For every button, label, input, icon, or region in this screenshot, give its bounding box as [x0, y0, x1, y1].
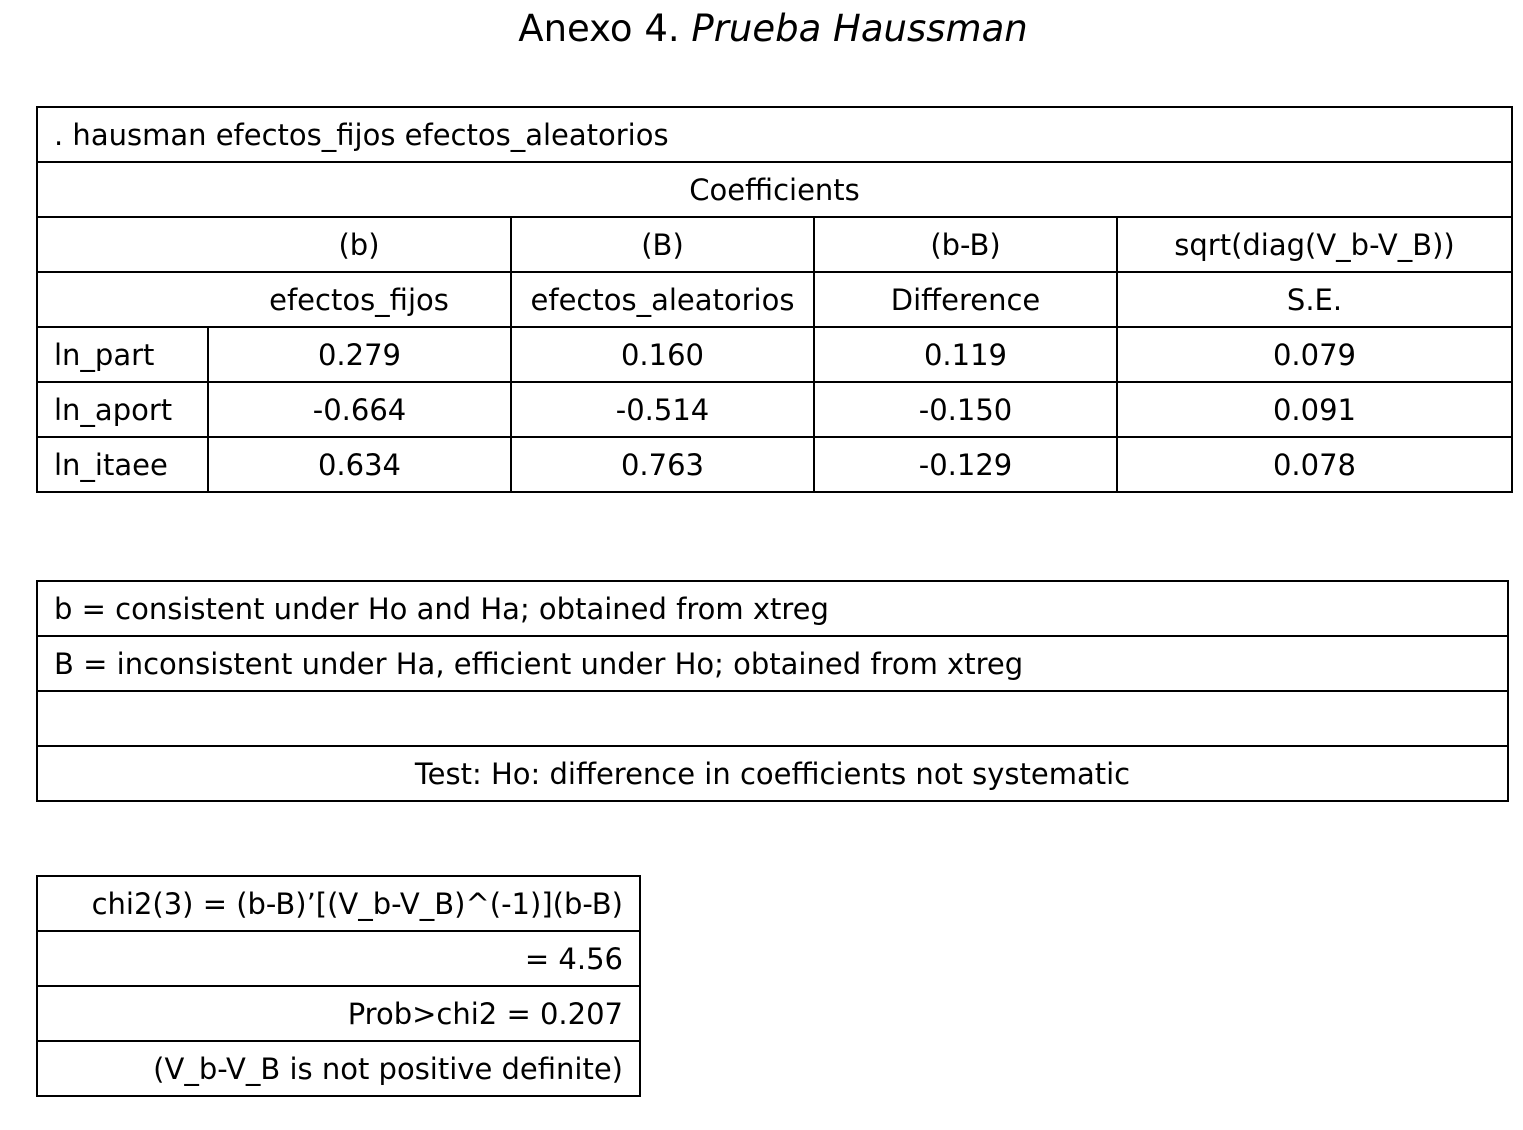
- empty-corner-cell: [37, 217, 208, 272]
- cell-diff: -0.150: [814, 382, 1117, 437]
- table-row: [37, 382, 1512, 437]
- note-b-definition: b = consistent under Ho and Ha; obtained from xtreg: [37, 581, 1508, 636]
- stat-row: [37, 986, 640, 1041]
- note-row: [37, 636, 1508, 691]
- table-row: [37, 327, 1512, 382]
- note-row: [37, 691, 1508, 746]
- col-name-b: efectos_fijos: [208, 272, 511, 327]
- col-symbol-B: (B): [511, 217, 814, 272]
- row-variable: ln_itaee: [37, 437, 208, 492]
- cell-se: 0.078: [1117, 437, 1512, 492]
- hausman-coefficients-table: [36, 106, 1513, 493]
- col-symbol-se: sqrt(diag(V_b-V_B)): [1117, 217, 1512, 272]
- command-row: [37, 107, 1512, 162]
- col-name-se: S.E.: [1117, 272, 1512, 327]
- cell-B: 0.160: [511, 327, 814, 382]
- cell-b: -0.664: [208, 382, 511, 437]
- cell-B: -0.514: [511, 382, 814, 437]
- cell-se: 0.079: [1117, 327, 1512, 382]
- cell-diff: -0.129: [814, 437, 1117, 492]
- chi2-formula: chi2(3) = (b-B)’[(V_b-V_B)^(-1)](b-B): [37, 876, 640, 931]
- cell-se: 0.091: [1117, 382, 1512, 437]
- cell-diff: 0.119: [814, 327, 1117, 382]
- col-name-diff: Difference: [814, 272, 1117, 327]
- stat-row: [37, 931, 640, 986]
- note-row: [37, 746, 1508, 801]
- cell-b: 0.634: [208, 437, 511, 492]
- note-blank: [37, 691, 1508, 746]
- test-statistics-table: [36, 875, 641, 1097]
- notes-table: [36, 580, 1509, 802]
- col-symbol-b: (b): [208, 217, 511, 272]
- definiteness-note: (V_b-V_B is not positive definite): [37, 1041, 640, 1096]
- page-title: [0, 6, 1523, 52]
- command-cell: . hausman efectos_fijos efectos_aleatorios: [37, 107, 1512, 162]
- stat-row: [37, 876, 640, 931]
- title-italic: Prueba Haussman: [691, 7, 1028, 50]
- p-value: Prob>chi2 = 0.207: [37, 986, 640, 1041]
- note-B-definition: B = inconsistent under Ha, efficient under Ho; obtained from xtreg: [37, 636, 1508, 691]
- table-row: [37, 437, 1512, 492]
- cell-B: 0.763: [511, 437, 814, 492]
- col-symbol-diff: (b-B): [814, 217, 1117, 272]
- chi2-value: = 4.56: [37, 931, 640, 986]
- note-row: [37, 581, 1508, 636]
- title-prefix: Anexo 4.: [518, 7, 680, 50]
- cell-b: 0.279: [208, 327, 511, 382]
- empty-corner-cell: [37, 272, 208, 327]
- stat-row: [37, 1041, 640, 1096]
- test-hypothesis: Test: Ho: difference in coefficients not systematic: [37, 746, 1508, 801]
- names-header-row: [37, 272, 1512, 327]
- group-header-row: [37, 162, 1512, 217]
- row-variable: ln_aport: [37, 382, 208, 437]
- coefficients-header: Coefficients: [37, 162, 1512, 217]
- col-name-B: efectos_aleatorios: [511, 272, 814, 327]
- symbols-header-row: [37, 217, 1512, 272]
- row-variable: ln_part: [37, 327, 208, 382]
